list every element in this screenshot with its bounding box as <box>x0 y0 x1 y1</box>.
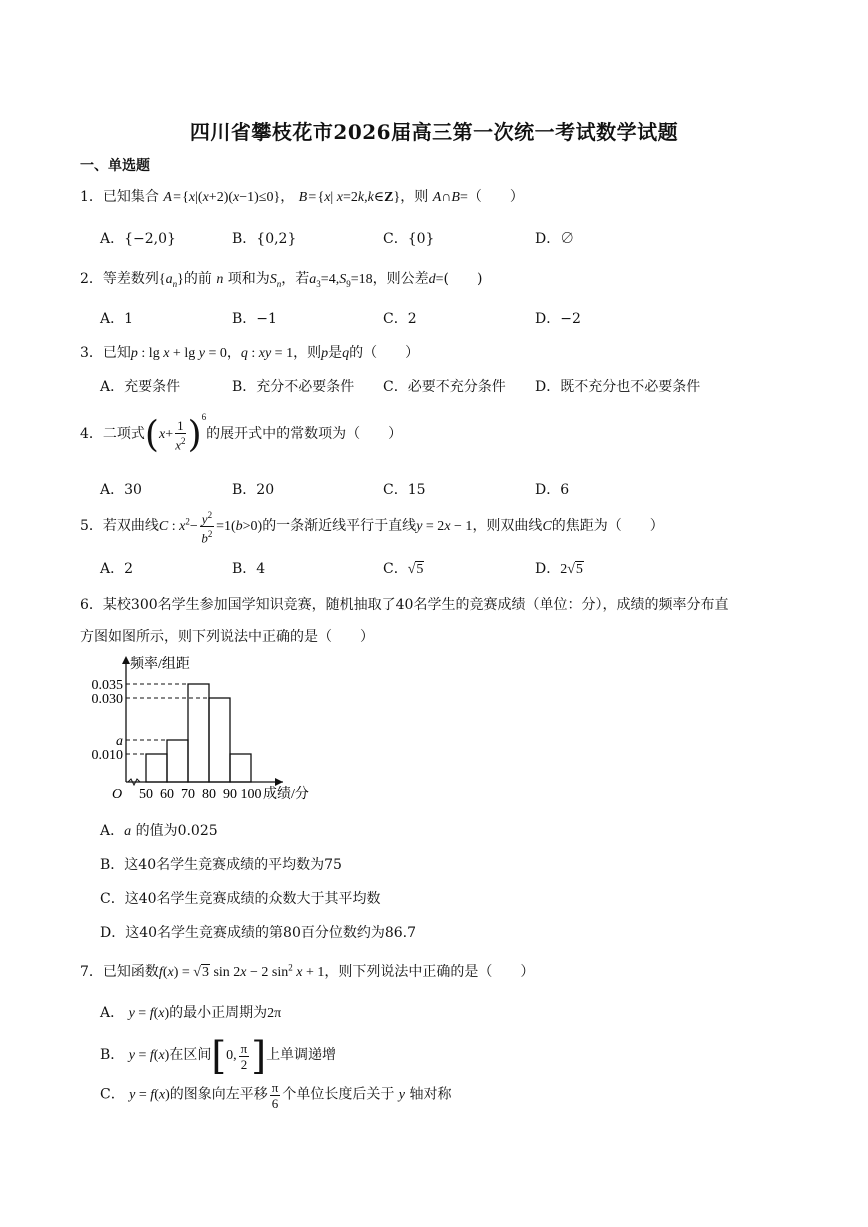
q7-function: f(x) = √3 sin 2x − 2 $\sin^2 x + 1$ <box>158 962 325 980</box>
q2-d: d= <box>428 272 444 287</box>
q6-option-a-text: 的值为0.025 <box>135 823 218 839</box>
q5-option-b: B．4 <box>232 561 266 577</box>
q2-text-4: ，若 <box>281 271 310 287</box>
q2-text: 等差数列 <box>102 271 159 287</box>
q1-text-2: ， <box>280 189 295 205</box>
q5-hyperbola: C : $x^2-$ $\frac{y^2}{b^2}$ =1(b>0) <box>158 510 263 546</box>
question-5: 5．若双曲线C : $x^2-$ $\frac{y^2}{b^2}$ =1(b>0)的一条渐近线平行于直线y = 2x − 1，则双曲线C的焦距为（ ） <box>80 510 664 546</box>
q2-option-c: C．2 <box>383 311 417 327</box>
q5-option-d-value: 2√5 <box>560 562 583 577</box>
q7-option-a-text: 的最小正周期为 <box>169 1005 268 1021</box>
origin-label: O <box>112 787 123 802</box>
y-tick-label: 0.035 <box>91 678 123 693</box>
x-axis-label: 成绩/分 <box>263 787 309 802</box>
q6-line-1: 6．某校300名学生参加国学知识竞赛，随机抽取了40名学生的竞赛成绩（单位：分），成绩的频率分布直 <box>80 597 729 613</box>
q5-option-c <box>383 558 424 578</box>
q3-q: q : xy = 1 <box>240 346 294 361</box>
q5-option-c-value: √5 <box>407 562 424 577</box>
y-tick-label: 0.030 <box>91 692 123 707</box>
q1-text: 已知集合 <box>102 189 159 205</box>
y-axis-arrow <box>122 656 130 664</box>
question-2: 2．等差数列$\{a_n\}$的前 n 项和为$S_n$，若$a_3=4,S_9=18$，则公差d=( ) <box>80 271 483 289</box>
q3-text: 已知 <box>102 345 131 361</box>
q3-text-5: 的（ ） <box>349 345 420 361</box>
q4-option-b: B．20 <box>232 482 275 498</box>
q7-option-b-interval: [0, $\frac{\pi}{2}$ ] <box>211 1034 267 1078</box>
q4-option-c: C．15 <box>383 482 426 498</box>
q7-option-c-expr: y = f(x) <box>129 1087 170 1103</box>
q2-seq: $\{a_n\}$ <box>158 272 184 289</box>
x-tick-label: 50 <box>139 787 153 802</box>
x-tick-label: 60 <box>160 787 174 802</box>
x-tick-label: 80 <box>202 787 216 802</box>
q1-option-a: A．{−2,0} <box>100 231 176 247</box>
histogram-chart <box>86 652 346 807</box>
q7-option-a <box>100 1002 281 1022</box>
q5-option-d <box>535 558 584 578</box>
q7-option-a-label: A． <box>100 1005 125 1021</box>
q7-option-c-text-3: 轴对称 <box>409 1086 452 1103</box>
x-axis-arrow <box>275 778 283 786</box>
page-title: 四川省攀枝花市2026届高三第一次统一考试数学试题 <box>189 120 679 144</box>
q5-number: 5． <box>80 518 103 535</box>
q6-option-d: D．这40名学生竞赛成绩的第80百分位数约为86.7 <box>100 925 417 941</box>
question-4 <box>80 412 402 455</box>
histogram-bar <box>230 754 251 782</box>
q7-option-c-label: C． <box>100 1086 125 1103</box>
q2-option-b: B．−1 <box>232 311 277 327</box>
q7-option-b-expr: y = f(x) <box>128 1048 170 1064</box>
q2-text-3: 项和为 <box>227 271 270 287</box>
q5-text-2: 的一条渐近线平行于直线 <box>262 518 417 535</box>
q1-intersection: A∩B= <box>432 190 468 205</box>
q7-option-c-text-2: 个单位长度后关于 <box>282 1086 395 1103</box>
q6-option-a-label: A． <box>100 823 125 839</box>
q7-option-b-label: B． <box>100 1047 125 1064</box>
q4-number: 4． <box>80 426 103 442</box>
y-tick-label: a <box>116 734 123 749</box>
q3-number: 3． <box>80 345 103 361</box>
q4-binomial: (x+ $\frac{1}{x^2}$ )$^6$ <box>144 412 207 456</box>
q5-text-4: 的焦距为（ ） <box>551 518 664 535</box>
q2-option-a: A．1 <box>100 311 134 327</box>
q5-option-a: A．2 <box>100 561 134 577</box>
q5-text: 若双曲线 <box>102 518 159 535</box>
q1-option-b: B．{0,2} <box>232 231 297 247</box>
q1-option-d: D．∅ <box>535 231 575 247</box>
q3-option-a: A．充要条件 <box>100 379 181 395</box>
section-heading: 一、单选题 <box>80 158 150 174</box>
histogram-bar <box>146 754 167 782</box>
q2-text-5: ，则公差 <box>372 271 429 287</box>
q7-option-c-text: 的图象向左平移 <box>169 1086 268 1103</box>
question-3: 3．已知p : lg x + lg y = 0，q : xy = 1，则p是q的（ ） <box>80 345 420 361</box>
q5-text-3: ，则双曲线 <box>472 518 543 535</box>
q2-number: 2． <box>80 271 103 287</box>
q3-text-3: ，则 <box>293 345 322 361</box>
q7-option-b-text-2: 上单调递增 <box>266 1047 337 1064</box>
q7-option-b-text: 在区间 <box>169 1047 212 1064</box>
q1-text-3: ，则 <box>400 189 429 205</box>
q7-option-c-shift: $\frac{\pi}{6}$ <box>271 1080 279 1111</box>
q3-option-b: B．充分不必要条件 <box>232 379 355 395</box>
q6-line-2: 方图如图所示，则下列说法中正确的是（ ） <box>80 629 374 645</box>
q3-option-c: C．必要不充分条件 <box>383 379 506 395</box>
q4-text: 二项式 <box>102 426 145 442</box>
q2-cond: $a_3=4,S_9=18$ <box>309 272 373 289</box>
q3-text-4: 是 <box>328 345 343 361</box>
histogram-bar <box>167 740 188 782</box>
question-1 <box>80 186 524 206</box>
q2-text-6: ( ) <box>443 271 483 287</box>
q2-sn: $S_n$ <box>269 272 282 289</box>
q3-option-d: D．既不充分也不必要条件 <box>535 379 701 395</box>
q1-number: 1． <box>80 189 103 205</box>
y-axis-label: 频率/组距 <box>130 657 190 672</box>
q7-text: 已知函数 <box>102 964 159 980</box>
x-tick-label: 70 <box>181 787 195 802</box>
question-7 <box>80 961 534 981</box>
histogram-bar <box>209 698 230 782</box>
q2-text-2: 的前 <box>183 271 212 287</box>
q6-option-c: C．这40名学生竞赛成绩的众数大于其平均数 <box>100 891 381 907</box>
q3-p: p : lg x + lg y = 0 <box>130 346 227 361</box>
q5-option-d-label: D． <box>535 561 561 577</box>
q5-line: y = 2x − 1 <box>416 519 473 535</box>
q1-set-a: A = {x|(x+2)(x−1)≤0} <box>163 190 281 205</box>
q7-option-a-value: 2π <box>267 1006 282 1021</box>
q1-option-c: C．{0} <box>383 231 435 247</box>
q4-option-d: D．6 <box>535 482 570 498</box>
q7-text-2: ，则下列说法中正确的是（ ） <box>324 964 535 980</box>
q7-number: 7． <box>80 964 103 980</box>
q5-option-c-label: C． <box>383 561 408 577</box>
q1-text-4: （ ） <box>467 189 524 205</box>
x-tick-label: 90 <box>223 787 237 802</box>
q7-option-b <box>100 1034 336 1078</box>
q4-option-a: A．30 <box>100 482 142 498</box>
q3-text-2: ， <box>226 345 241 361</box>
q6-option-a: A．a 的值为0.025 <box>100 823 218 839</box>
q7-option-a-expr: y = f(x) <box>128 1006 170 1021</box>
q1-set-b: B = {x| x=2k,k∈Z} <box>298 190 401 205</box>
q2-option-d: D．−2 <box>535 311 581 327</box>
histogram-bar <box>188 684 209 782</box>
q4-text-2: 的展开式中的常数项为（ ） <box>206 426 403 442</box>
q7-option-c: C． y = f(x)的图象向左平移 $\frac{\pi}{6}$ 个单位长度后关于 y 轴对称 <box>100 1080 452 1111</box>
y-tick-label: 0.010 <box>91 748 123 763</box>
q6-option-b: B．这40名学生竞赛成绩的平均数为75 <box>100 857 342 873</box>
x-tick-label: 100 <box>240 787 262 802</box>
